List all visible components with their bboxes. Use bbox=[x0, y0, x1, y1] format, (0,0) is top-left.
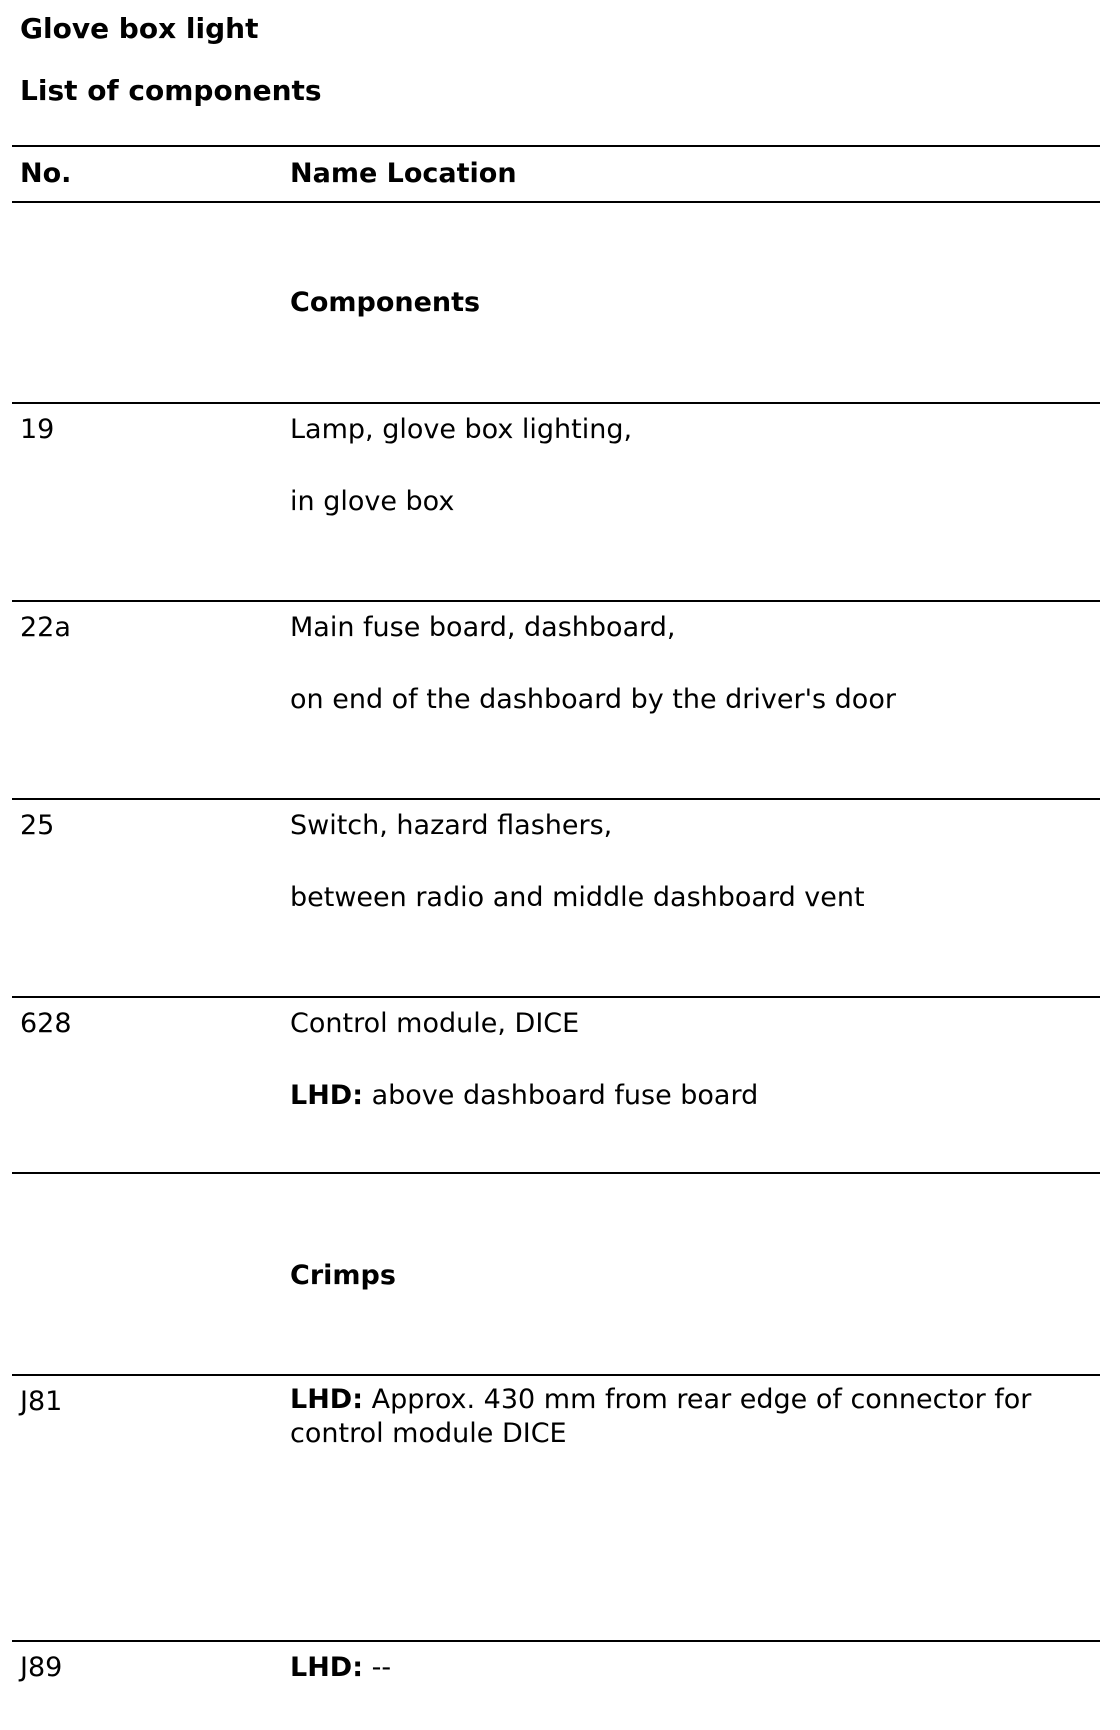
row-number: 25 bbox=[20, 810, 55, 841]
table-rule-header bbox=[12, 201, 1100, 203]
section-heading-crimps: Crimps bbox=[290, 1260, 396, 1291]
page-title: Glove box light bbox=[20, 12, 259, 45]
row-number: J81 bbox=[20, 1386, 63, 1417]
table-rule bbox=[12, 798, 1100, 800]
row-name: Main fuse board, dashboard, bbox=[290, 612, 676, 643]
row-name: Lamp, glove box lighting, bbox=[290, 414, 633, 445]
table-rule bbox=[12, 1172, 1100, 1174]
section-heading-components: Components bbox=[290, 287, 481, 318]
page-subtitle: List of components bbox=[20, 74, 322, 107]
table-rule bbox=[12, 996, 1100, 998]
table-rule bbox=[12, 1374, 1100, 1376]
row-location: between radio and middle dashboard vent bbox=[290, 882, 865, 913]
table-rule-top bbox=[12, 145, 1100, 147]
row-name: Switch, hazard flashers, bbox=[290, 810, 613, 841]
location-text: Approx. 430 mm from rear edge of connector for control module DICE bbox=[290, 1384, 1032, 1449]
column-header-no: No. bbox=[20, 158, 72, 189]
row-location bbox=[290, 1080, 758, 1111]
row-description bbox=[290, 1383, 1090, 1451]
location-prefix: LHD: bbox=[290, 1080, 364, 1111]
table-rule bbox=[12, 402, 1100, 404]
row-location: in glove box bbox=[290, 486, 455, 517]
row-location: on end of the dashboard by the driver's door bbox=[290, 684, 896, 715]
column-header-name-location: Name Location bbox=[290, 158, 517, 189]
row-description bbox=[290, 1652, 391, 1683]
location-prefix: LHD: bbox=[290, 1652, 364, 1683]
table-rule bbox=[12, 1640, 1100, 1642]
row-number: 19 bbox=[20, 414, 55, 445]
row-number: 628 bbox=[20, 1008, 72, 1039]
location-prefix: LHD: bbox=[290, 1384, 364, 1415]
row-number: 22a bbox=[20, 612, 71, 643]
location-text: above dashboard fuse board bbox=[363, 1080, 759, 1111]
row-number: J89 bbox=[20, 1652, 63, 1683]
table-rule bbox=[12, 600, 1100, 602]
location-text: -- bbox=[363, 1652, 392, 1683]
row-name: Control module, DICE bbox=[290, 1008, 580, 1039]
